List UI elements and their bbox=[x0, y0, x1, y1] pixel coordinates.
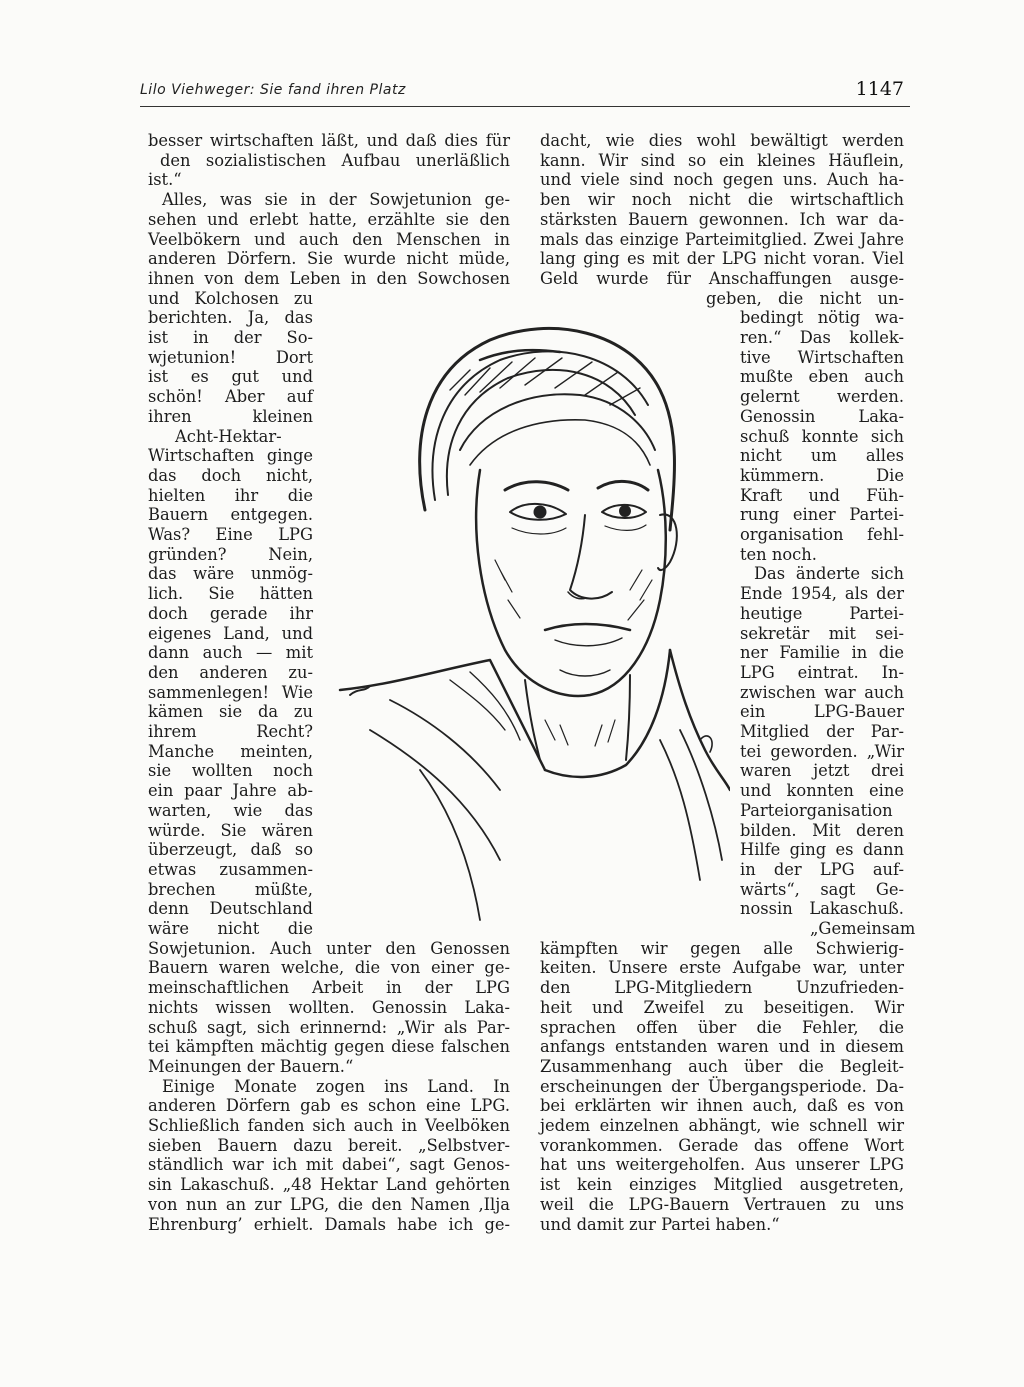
text-line: sin Lakaschuß. „48 Hektar Land gehörten bbox=[148, 1175, 510, 1195]
text-line: Einige Monate zogen ins Land. In bbox=[162, 1076, 510, 1096]
text-line: doch gerade ihr bbox=[148, 603, 313, 623]
text-line: tei geworden. „Wir bbox=[740, 741, 904, 761]
text-line: besser wirtschaften läßt, und daß dies für bbox=[148, 131, 510, 150]
text-line: ein LPG-Bauer bbox=[740, 702, 904, 722]
text-line: ihrem Recht? bbox=[148, 722, 313, 741]
text-line: ner Familie in die bbox=[740, 643, 904, 663]
text-line: hielten ihr die bbox=[148, 485, 313, 505]
text-line: Zusammenhang auch über die Begleit- bbox=[540, 1056, 904, 1076]
text-line: Acht-Hektar- bbox=[175, 426, 282, 446]
text-line: vorankommen. Gerade das offene Wort bbox=[540, 1135, 904, 1155]
text-line: sie wollten noch bbox=[148, 761, 313, 781]
text-line: meinschaftlichen Arbeit in der LPG bbox=[148, 978, 510, 998]
header-rule bbox=[140, 106, 910, 107]
text-line: LPG eintrat. In- bbox=[740, 662, 904, 682]
text-line: sehen und erlebt hatte, erzählte sie den bbox=[148, 209, 510, 229]
text-line: ihnen von dem Leben in den Sowchosen bbox=[148, 268, 510, 288]
text-line: ihren kleinen bbox=[148, 406, 313, 426]
text-line: Parteiorganisation bbox=[740, 800, 893, 820]
text-line: Wirtschaften ginge bbox=[148, 446, 313, 466]
text-line: jedem einzelnen abhängt, wie schnell wir bbox=[540, 1116, 904, 1135]
text-line: sieben Bauern dazu bereit. „Selbstver- bbox=[148, 1135, 510, 1155]
text-line: ren.“ Das kollek- bbox=[740, 328, 904, 347]
text-line: sammenlegen! Wie bbox=[148, 682, 313, 702]
text-line: ten noch. bbox=[740, 544, 817, 564]
text-line: Kraft und Füh- bbox=[740, 485, 904, 505]
text-line: heit und Zweifel zu beseitigen. Wir bbox=[540, 997, 904, 1017]
text-line: nicht um alles bbox=[740, 446, 904, 466]
text-line: von nun an zur LPG, die den Namen ‚Ilja bbox=[148, 1194, 510, 1214]
text-line: Hilfe ging es dann bbox=[740, 840, 904, 860]
text-line: nossin Lakaschuß. bbox=[740, 899, 904, 919]
text-line: überzeugt, daß so bbox=[148, 840, 313, 860]
text-line: den anderen zu- bbox=[148, 662, 313, 682]
running-title: Lilo Viehweger: Sie fand ihren Platz bbox=[140, 82, 406, 98]
text-line: tei kämpften mächtig gegen diese falschen bbox=[148, 1037, 510, 1057]
text-line: schuß sagt, sich erinnernd: „Wir als Par- bbox=[148, 1017, 510, 1037]
text-line: keiten. Unsere erste Aufgabe war, unter bbox=[540, 958, 904, 978]
text-line: schön! Aber auf bbox=[148, 387, 313, 407]
text-line: und Kolchosen zu bbox=[148, 288, 313, 308]
text-line: ben wir noch nicht die wirtschaftlich bbox=[540, 190, 904, 210]
text-line: Genossin Laka- bbox=[740, 406, 904, 426]
text-line: „Gemeinsam bbox=[810, 919, 916, 938]
text-line: wäre nicht die bbox=[148, 919, 313, 938]
text-line: und viele sind noch gegen uns. Auch ha- bbox=[540, 170, 904, 190]
text-line: zwischen war auch bbox=[740, 682, 904, 702]
text-line: Alles, was sie in der Sowjetunion ge- bbox=[162, 190, 510, 210]
portrait-illustration bbox=[330, 300, 730, 940]
text-line: kämen sie da zu bbox=[148, 702, 313, 722]
text-line: sprachen offen über die Fehler, die bbox=[540, 1017, 904, 1037]
text-line: waren jetzt drei bbox=[740, 761, 904, 781]
text-line: bedingt nötig wa- bbox=[740, 308, 904, 328]
text-line: gelernt werden. bbox=[740, 387, 904, 407]
text-line: ist es gut und bbox=[148, 367, 313, 387]
text-line: und konnten eine bbox=[740, 781, 904, 801]
text-line: Geld wurde für Anschaffungen ausge- bbox=[540, 268, 904, 288]
text-line: ist in der So- bbox=[148, 328, 313, 347]
text-line: den sozialistischen Aufbau unerläßlich bbox=[160, 150, 510, 170]
text-line: denn Deutschland bbox=[148, 899, 313, 919]
text-line: anderen Dörfern gab es schon eine LPG. bbox=[148, 1096, 510, 1116]
text-line: Sowjetunion. Auch unter den Genossen bbox=[148, 938, 510, 958]
text-line: lich. Sie hätten bbox=[148, 584, 313, 604]
page-number: 1147 bbox=[855, 78, 904, 100]
text-line: Schließlich fanden sich auch in Veelböken bbox=[148, 1116, 510, 1135]
text-line: ständlich war ich mit dabei“, sagt Genos- bbox=[148, 1155, 510, 1175]
text-line: organisation fehl- bbox=[740, 525, 904, 544]
text-line: wärts“, sagt Ge- bbox=[740, 879, 904, 899]
text-line: sekretär mit sei- bbox=[740, 623, 904, 643]
text-line: kann. Wir sind so ein kleines Häuflein, bbox=[540, 150, 904, 170]
text-line: tive Wirtschaften bbox=[740, 347, 904, 367]
text-line: hat uns weitergeholfen. Aus unserer LPG bbox=[540, 1155, 904, 1175]
text-line: geben, die nicht un- bbox=[706, 288, 904, 308]
text-line: den LPG-Mitgliedern Unzufrieden- bbox=[540, 978, 904, 998]
text-line: nichts wissen wollten. Genossin Laka- bbox=[148, 997, 510, 1017]
text-line: stärksten Bauern gewonnen. Ich war da- bbox=[540, 209, 904, 229]
text-line: etwas zusammen- bbox=[148, 859, 313, 879]
text-line: lang ging es mit der LPG nicht voran. Viel bbox=[540, 249, 904, 269]
text-line: ist kein einziges Mitglied ausgetreten, bbox=[540, 1175, 904, 1195]
text-line: bei erklärten wir ihnen auch, daß es von bbox=[540, 1096, 904, 1116]
text-line: Bauern entgegen. bbox=[148, 505, 313, 525]
text-line: Meinungen der Bauern.“ bbox=[148, 1056, 354, 1076]
text-line: kämpften wir gegen alle Schwierig- bbox=[540, 938, 904, 958]
text-line: wjetunion! Dort bbox=[148, 347, 313, 367]
text-line: Was? Eine LPG bbox=[148, 525, 313, 544]
running-header bbox=[140, 78, 910, 108]
text-line: kümmern. Die bbox=[740, 465, 904, 485]
text-line: schuß konnte sich bbox=[740, 426, 904, 446]
text-line: erscheinungen der Übergangsperiode. Da- bbox=[540, 1076, 904, 1096]
text-line: anderen Dörfern. Sie wurde nicht müde, bbox=[148, 249, 510, 269]
text-line: Veelbökern und auch den Menschen in bbox=[148, 229, 510, 249]
text-line: gründen? Nein, bbox=[148, 544, 313, 564]
text-line: rung einer Partei- bbox=[740, 505, 904, 525]
text-line: berichten. Ja, das bbox=[148, 308, 313, 328]
text-line: eigenes Land, und bbox=[148, 623, 313, 643]
text-line: Ende 1954, als der bbox=[740, 584, 904, 604]
text-line: dacht, wie dies wohl bewältigt werden bbox=[540, 131, 904, 150]
text-line: Manche meinten, bbox=[148, 741, 313, 761]
text-line: ein paar Jahre ab- bbox=[148, 781, 313, 801]
text-line: ist.“ bbox=[148, 170, 182, 190]
text-line: mußte eben auch bbox=[740, 367, 904, 387]
text-line: das doch nicht, bbox=[148, 465, 313, 485]
text-line: Mitglied der Par- bbox=[740, 722, 904, 741]
text-line: Ehrenburg’ erhielt. Damals habe ich ge- bbox=[148, 1214, 510, 1234]
text-line: das wäre unmög- bbox=[148, 564, 313, 584]
text-line: warten, wie das bbox=[148, 800, 313, 820]
text-line: weil die LPG-Bauern Vertrauen zu uns bbox=[540, 1194, 904, 1214]
text-line: anfangs entstanden waren und in diesem bbox=[540, 1037, 904, 1057]
text-line: heutige Partei- bbox=[740, 603, 904, 623]
text-line: Bauern waren welche, die von einer ge- bbox=[148, 958, 510, 978]
text-line: in der LPG auf- bbox=[740, 859, 904, 879]
text-line: mals das einzige Parteimitglied. Zwei Jahre bbox=[540, 229, 904, 249]
text-line: bilden. Mit deren bbox=[740, 820, 904, 840]
text-line: brechen müßte, bbox=[148, 879, 313, 899]
text-line: Das änderte sich bbox=[754, 564, 904, 584]
text-line: dann auch — mit bbox=[148, 643, 313, 663]
text-line: und damit zur Partei haben.“ bbox=[540, 1214, 780, 1234]
text-line: würde. Sie wären bbox=[148, 820, 313, 840]
